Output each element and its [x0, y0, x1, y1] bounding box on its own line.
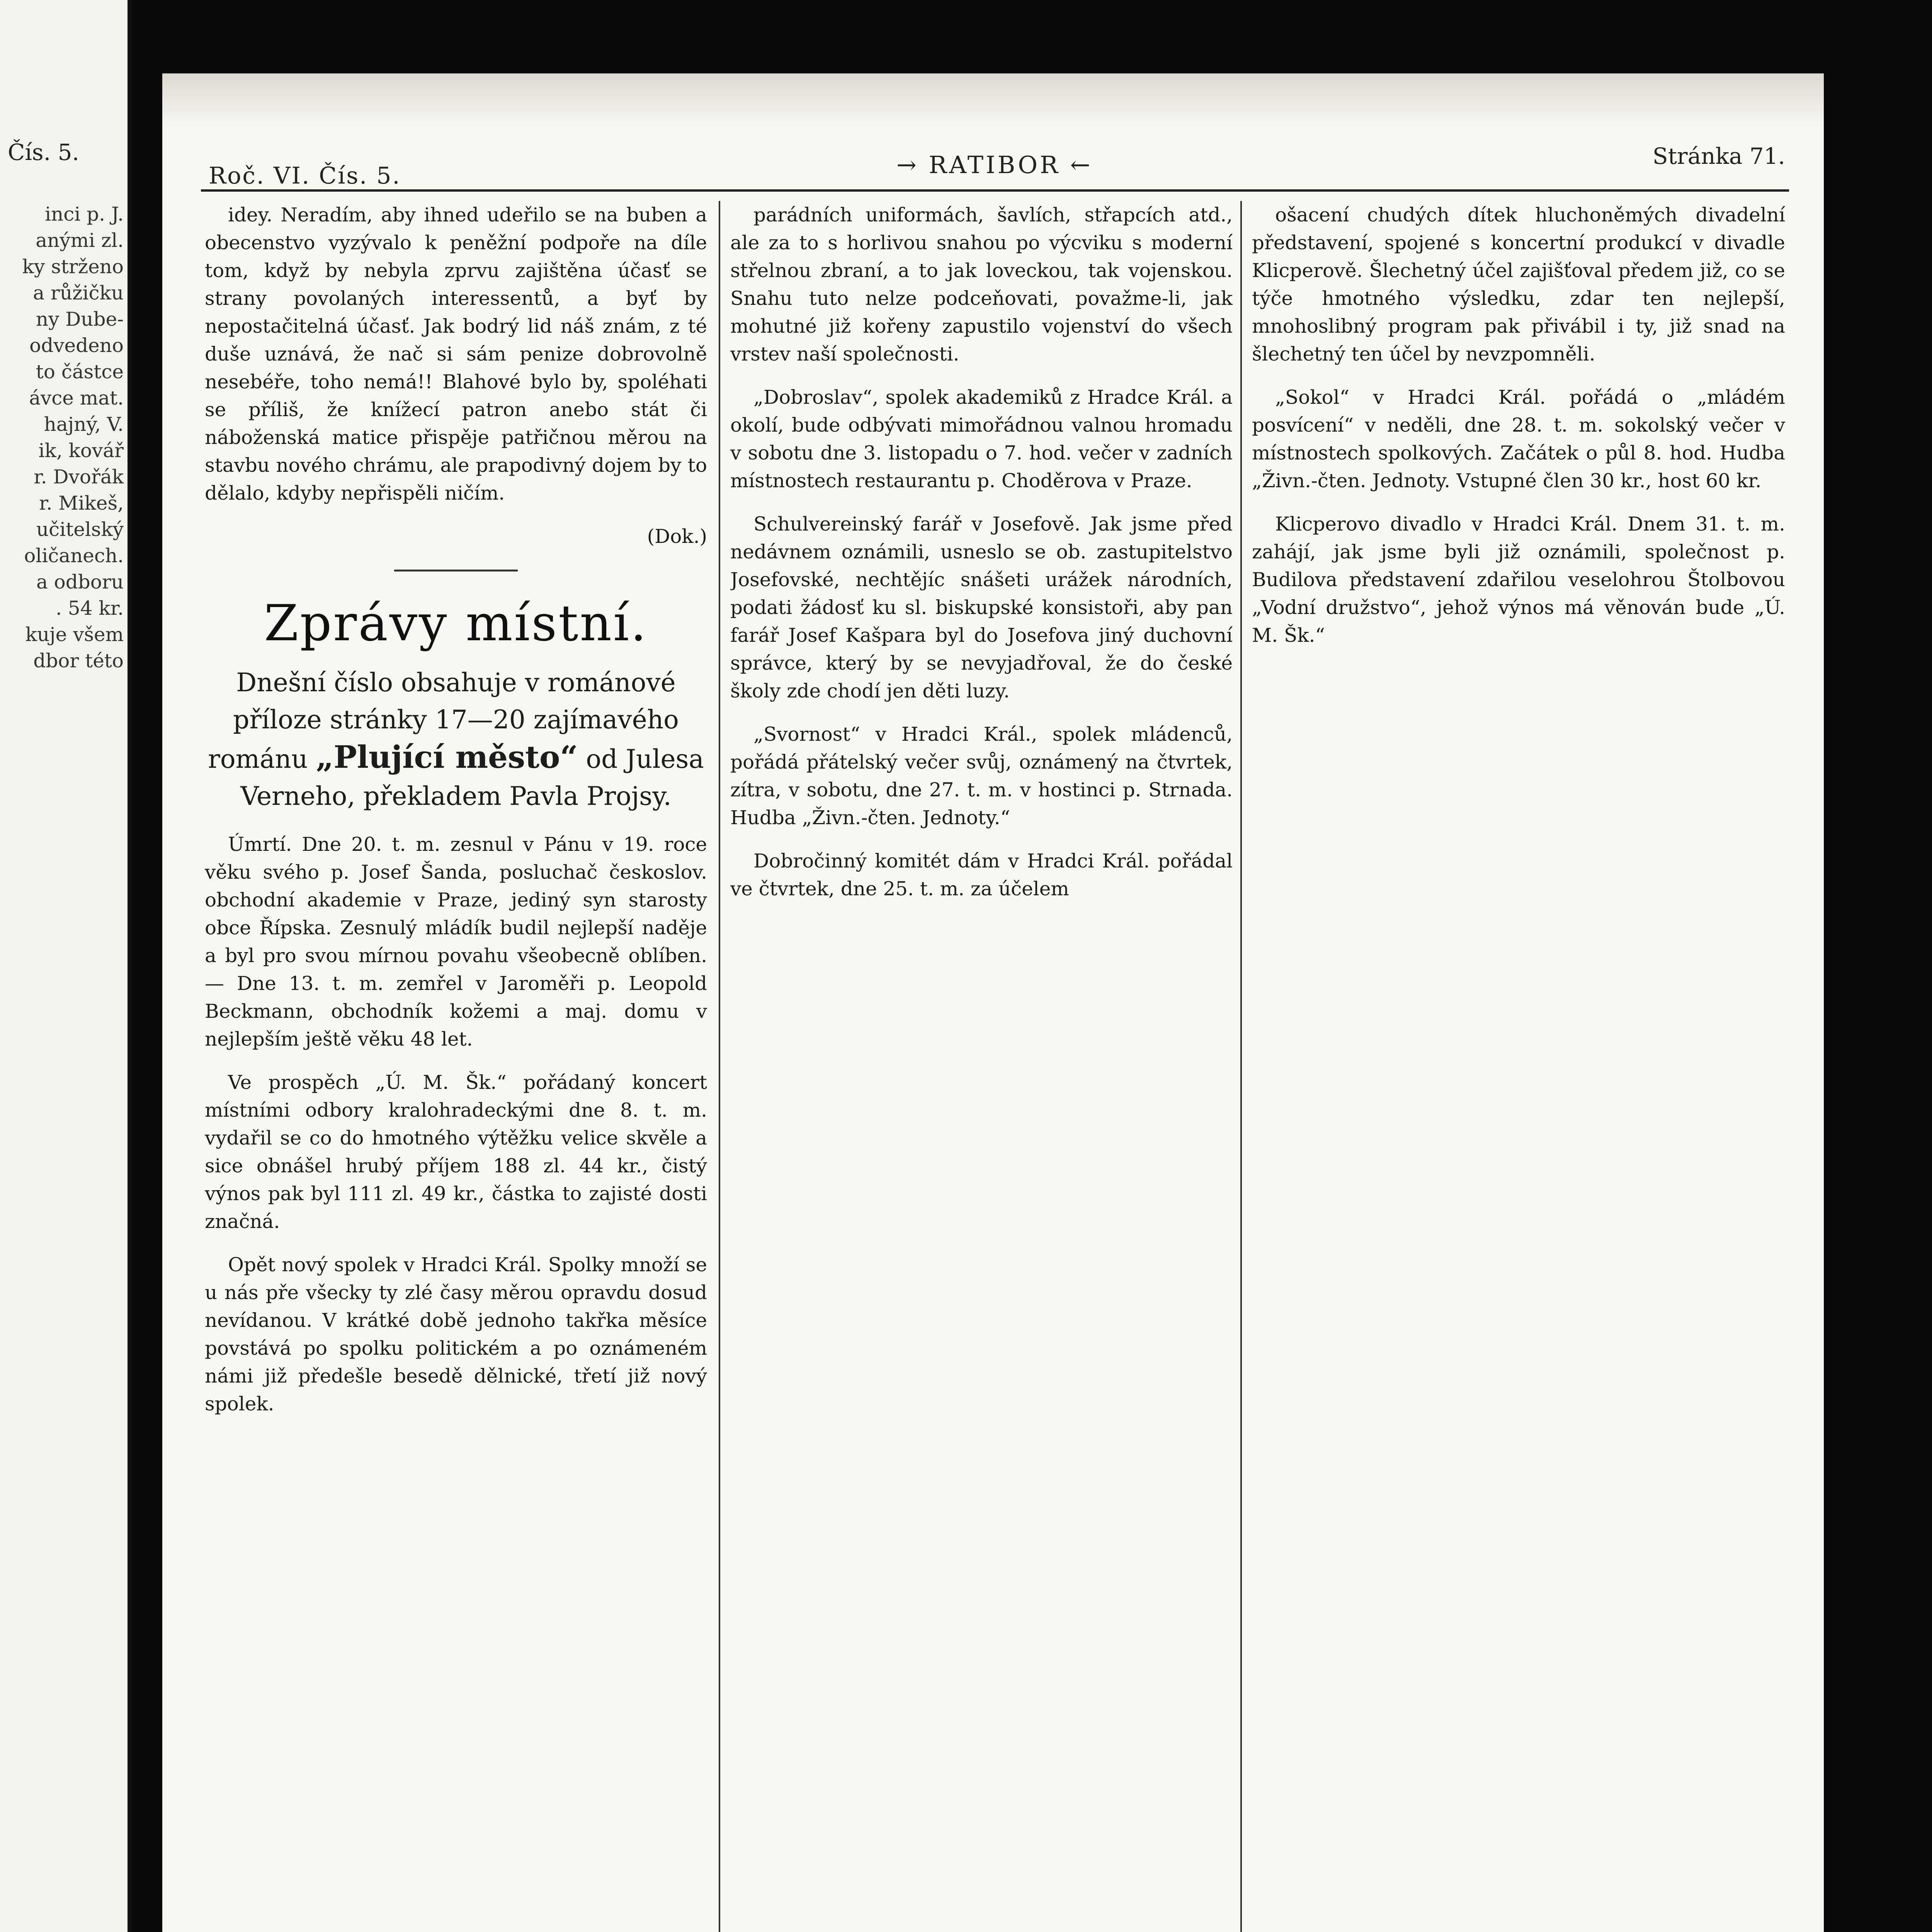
- masthead-title: → RATIBOR ←: [896, 151, 1093, 179]
- margin-line: inci p. J.: [45, 203, 124, 225]
- section-heading: Zprávy místní.: [264, 595, 648, 652]
- margin-line: kuje všem: [25, 623, 124, 646]
- newspaper-page: [162, 73, 1824, 1932]
- page-top-edge: [162, 73, 1824, 128]
- margin-line: ny Dube-: [36, 308, 124, 330]
- adjacent-page-header: Čís. 5.: [8, 139, 79, 165]
- margin-line: ky strženo: [22, 255, 124, 278]
- margin-line: to částce: [36, 361, 124, 383]
- news-item: Ve prospěch „Ú. M. Šk.“ pořádaný koncert místními odbory kralohradeckými dne 8. t. m. vydařil se co do hmotného výtěžku velice skvěle a sice obnášel hrubý příjem 188 zl. 44 kr., čistý výnos pak byl 111 zl. 49 kr., částka to zajisté dosti značná.: [205, 1071, 707, 1233]
- supplement-notice-credit: od Julesa Verneho, překladem Pavla Projsy.: [240, 744, 704, 811]
- news-item: Klicperovo divadlo v Hradci Král. Dnem 31. t. m. zahájí, jak jsme byli již oznámili, společnost p. Budilova představení zdařilou veselohrou Štolbovou „Vodní družstvo“, jehož výnos má věnován bude „Ú. M. Šk.“: [1252, 513, 1785, 646]
- column-3: [1252, 201, 1785, 1932]
- supplement-notice-text: Dnešní číslo obsahuje v románové příloze stránky 17—20 zajímavého románu: [208, 668, 679, 774]
- news-item: „Dobroslav“, spolek akademiků z Hradce Král. a okolí, bude odbývati mimořádnou valnou hromadu v sobotu dne 3. listopadu o 7. hod. večer v zadních místnostech restaurantu p. Choděrova v Praze.: [730, 386, 1233, 492]
- column-2: [730, 201, 1233, 1932]
- article-signoff: (Dok.): [647, 525, 707, 548]
- adjacent-page-text-fragments: [0, 201, 124, 674]
- margin-line: ávce mat.: [29, 387, 124, 409]
- margin-line: hajný, V.: [44, 413, 124, 435]
- news-item: „Sokol“ v Hradci Král. pořádá o „mládém posvícení“ v neděli, dne 28. t. m. sokolský večer v místnostech spolkových. Začátek o půl 8. hod. Hudba „Živn.-čten. Jednoty. Vstupné člen 30 kr., host 60 kr.: [1252, 386, 1785, 492]
- margin-line: dbor této: [33, 650, 124, 672]
- news-item: Dobročinný komitét dám v Hradci Král. pořádal ve čtvrtek, dne 25. t. m. za účelem: [730, 850, 1233, 900]
- adjacent-page-margin: [0, 0, 131, 1932]
- column-divider: [719, 201, 720, 1932]
- news-item: parádních uniformách, šavlích, střapcích atd., ale za to s horlivou snahou po výcviku s moderní střelnou zbraní, a to jak loveckou, tak vojenskou. Snahu tuto nelze podceňovati, považme-li, jak mohutné již kořeny zapustilo vojenství do všech vrstev naší společnosti.: [730, 204, 1233, 365]
- column-divider: [1240, 201, 1242, 1932]
- margin-line: r. Dvořák: [34, 466, 124, 488]
- page-number: Stránka 71.: [1652, 143, 1785, 169]
- margin-line: anými zl.: [36, 229, 124, 252]
- news-item: Úmrtí. Dne 20. t. m. zesnul v Pánu v 19. roce věku svého p. Josef Šanda, posluchač českoslov. obchodní akademie v Praze, jediný syn starosty obce Řípska. Zesnulý mládík budil nejlepší naděje a byl pro svou mírnou povahu všeobecně oblíben. — Dne 13. t. m. zemřel v Jaroměři p. Leopold Beckmann, obchodník kožemi a maj. domu v nejlepším ještě věku 48 let.: [205, 833, 707, 1050]
- margin-line: učitelský: [36, 518, 124, 541]
- section-divider: [394, 570, 518, 571]
- supplement-notice: [205, 664, 707, 815]
- article-continuation: idey. Neradím, aby ihned udeřilo se na buben a obecenstvo vyzývalo k peněžní podpoře na díle tom, když by nebyla zprvu zajištěna účasť se strany povolaných interessentů, a byť by nepostačitelná účasť. Jak bodrý lid náš znám, z té duše uznává, že nač si sám penize dobrovolně nesebéře, toho nemá!! Blahové bylo by, spoléhati se příliš, že knížecí patron anebo stát či náboženská matice přispěje patřičnou měrou na stavbu nového chrámu, ale prapodivný dojem by to dělalo, kdyby nepřispěli ničím.: [205, 204, 707, 504]
- news-item: ošacení chudých dítek hluchoněmých divadelní představení, spojené s koncertní produkcí v divadle Klicperově. Šlechetný účel zajišťoval předem již, co se týče hmotného výsledku, zdar ten nejlepší, mnohoslibný program pak přivábil i ty, již snad na šlechetný ten účel by nevzpomněli.: [1252, 204, 1785, 365]
- margin-line: odvedeno: [29, 334, 124, 357]
- header-rule: [201, 189, 1789, 192]
- news-item: Opět nový spolek v Hradci Král. Spolky množí se u nás pře všecky ty zlé časy měrou opravdu dosud nevídanou. V krátké době jednoho takřka měsíce povstává po spolku politickém a po oznámeném námi již předešle besedě dělnické, třetí již nový spolek.: [205, 1253, 707, 1415]
- margin-line: ik, kovář: [38, 439, 124, 462]
- news-item: „Svornost“ v Hradci Král., spolek mládenců, pořádá přátelský večer svůj, oznámený na čtvrtek, zítra, v sobotu, dne 27. t. m. v hostinci p. Strnada. Hudba „Živn.-čten. Jednoty.“: [730, 723, 1233, 829]
- column-1: [205, 201, 707, 1932]
- margin-line: oličanech.: [24, 544, 124, 567]
- novel-title: „Plující město“: [316, 739, 578, 775]
- margin-line: a růžičku: [33, 282, 124, 304]
- news-item: Schulvereinský farář v Josefově. Jak jsme před nedávnem oznámili, usneslo se ob. zastupitelstvo Josefovské, nechtějíc snášeti urážek národních, podati žádosť ku sl. biskupské konsistoři, aby pan farář Josef Kašpara byl do Josefova jiný duchovní správce, který by se nevyjadřoval, že do české školy zde chodí jen děti luzy.: [730, 513, 1233, 702]
- margin-line: a odboru: [36, 571, 124, 593]
- running-head: [162, 143, 1824, 189]
- margin-line: . 54 kr.: [56, 597, 124, 619]
- volume-issue: Roč. VI. Čís. 5.: [209, 162, 401, 189]
- margin-line: r. Mikeš,: [39, 492, 124, 514]
